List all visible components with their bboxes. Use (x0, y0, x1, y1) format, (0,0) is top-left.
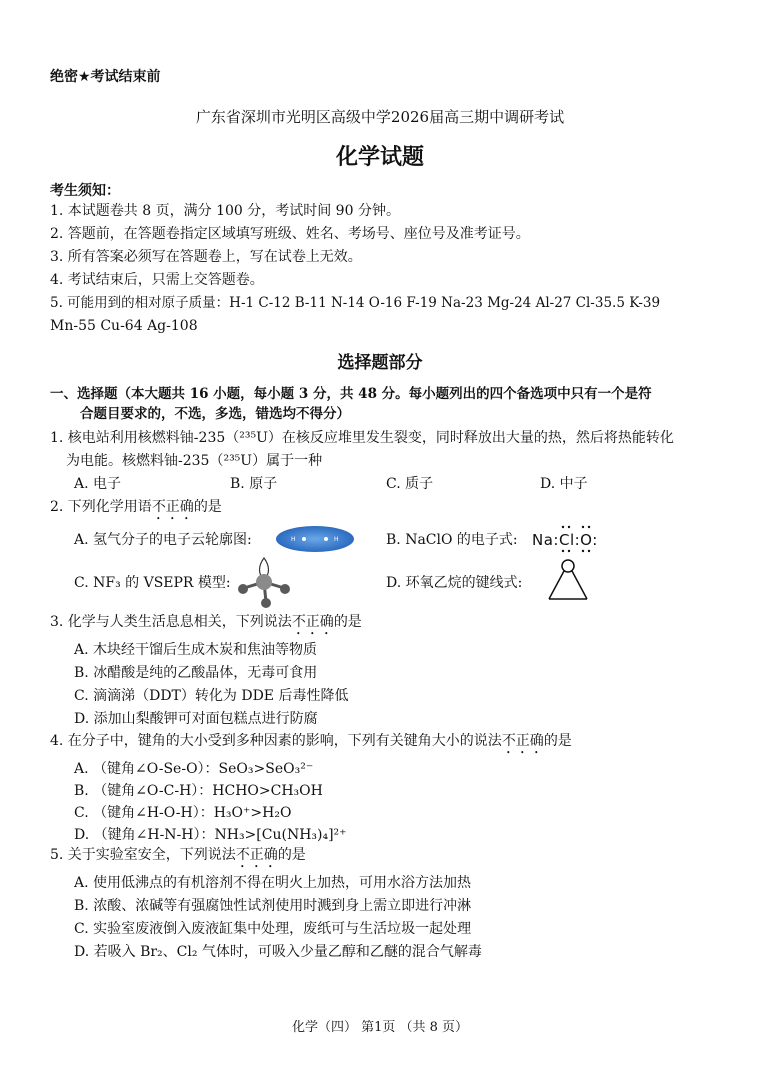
question-4-option-b: B. （键角∠O-C-H）：HCHO>CH₃OH (74, 783, 323, 799)
section-instruction: 一、选择题（本大题共 16 小题，每小题 3 分，共 48 分。每小题列出的四个备选项中只有一个是符 (50, 386, 652, 402)
question-4-option-a: A. （键角∠O-Se-O）：SeO₃>SeO₃²⁻ (74, 761, 314, 777)
question-5-option-b: B. 浓酸、浓碱等有强腐蚀性试剂使用时溅到身上需立即进行冲淋 (74, 898, 472, 914)
question-3-stem-prefix: 3. 化学与人类生活息息相关，下列说法 (50, 614, 292, 630)
question-5-stem (50, 845, 306, 871)
section-title: 选择题部分 (337, 353, 423, 373)
exam-name: 广东省深圳市光明区高级中学2026届高三期中调研考试 (195, 108, 565, 126)
question-1-option-c: C. 质子 (386, 476, 434, 492)
nf3-vsepr-model (234, 554, 294, 610)
question-3-stem-emphasis: 不正确 (291, 614, 334, 630)
question-4-option-c: C. （键角∠H-O-H）：H₃O⁺>H₂O (74, 805, 292, 821)
naclo-electron-formula: Na:Cl:O: (532, 531, 598, 549)
question-3-option-b: B. 冰醋酸是纯的乙酸晶体，无毒可食用 (74, 665, 318, 681)
question-5-option-a: A. 使用低沸点的有机溶剂不得在明火上加热，可用水浴方法加热 (74, 875, 472, 891)
confidential-label: 绝密★考试结束前 (50, 69, 161, 85)
question-5-option-c: C. 实验室废液倒入废液缸集中处理，废纸可与生活垃圾一起处理 (74, 921, 472, 937)
question-1-option-a: A. 电子 (74, 476, 122, 492)
question-4-stem-suffix: 的是 (543, 733, 572, 749)
question-1-stem: 为电能。核燃料铀-235（²³⁵U）属于一种 (66, 453, 323, 469)
notice-item: 1. 本试题卷共 8 页，满分 100 分，考试时间 90 分钟。 (50, 203, 400, 219)
question-2-stem-suffix: 的是 (193, 499, 222, 515)
question-3-stem (50, 612, 362, 638)
question-5-stem-emphasis: 不正确 (235, 847, 278, 863)
question-4-option-d: D. （键角∠H-N-H）：NH₃>[Cu(NH₃)₄]²⁺ (74, 827, 347, 843)
question-1-option-d: D. 中子 (540, 476, 588, 492)
notice-item: 4. 考试结束后，只需上交答题卷。 (50, 272, 264, 288)
hydrogen-orbital-diagram (274, 524, 356, 554)
question-2-option-c: C. NF₃ 的 VSEPR 模型: (74, 575, 231, 591)
question-5-stem-suffix: 的是 (277, 847, 306, 863)
question-3-option-c: C. 滴滴涕（DDT）转化为 DDE 后毒性降低 (74, 688, 349, 704)
lone-pair-dots (548, 524, 600, 554)
section-instruction: 合题目要求的，不选，多选，错选均不得分） (80, 406, 350, 422)
question-2-option-a: A. 氢气分子的电子云轮廓图: (74, 532, 252, 548)
question-5-stem-prefix: 5. 关于实验室安全，下列说法 (50, 847, 236, 863)
page-footer: 化学（四） 第1页 （共 8 页） (291, 1020, 469, 1035)
page-title: 化学试题 (335, 145, 424, 170)
question-5-option-d: D. 若吸入 Br₂、Cl₂ 气体时，可吸入少量乙醇和乙醚的混合气解毒 (74, 944, 482, 960)
question-2-option-b: B. NaClO 的电子式: (386, 532, 518, 548)
question-3-option-a: A. 木块经干馏后生成木炭和焦油等物质 (74, 642, 318, 658)
notice-item: 3. 所有答案必须写在答题卷上，写在试卷上无效。 (50, 249, 362, 265)
notice-heading: 考生须知： (50, 183, 120, 199)
question-2-stem-prefix: 2. 下列化学用语 (50, 499, 152, 515)
question-2-option-d: D. 环氧乙烷的键线式: (386, 575, 523, 591)
question-1-option-b: B. 原子 (230, 476, 278, 492)
notice-item: Mn-55 Cu-64 Ag-108 (50, 318, 198, 334)
notice-item: 2. 答题前，在答题卷指定区域填写班级、姓名、考场号、座位号及准考证号。 (50, 226, 530, 242)
question-4-stem-prefix: 4. 在分子中，键角的大小受到多种因素的影响，下列有关键角大小的说法 (50, 733, 502, 749)
question-3-option-d: D. 添加山梨酸钾可对面包糕点进行防腐 (74, 711, 318, 727)
question-2-stem (50, 497, 222, 523)
question-2-stem-emphasis: 不正确 (151, 499, 194, 515)
question-3-stem-suffix: 的是 (333, 614, 362, 630)
orbital-label: H (334, 536, 339, 543)
notice-item: 5. 可能用到的相对原子质量：H-1 C-12 B-11 N-14 O-16 F-19 Na-23 Mg-24 Al-27 Cl-35.5 K-39 (50, 295, 661, 311)
ethylene-oxide-skeletal-formula (546, 557, 590, 603)
question-1-stem: 1. 核电站利用核燃料铀-235（²³⁵U）在核反应堆里发生裂变，同时释放出大量的热，然后将热能转化 (50, 430, 674, 446)
question-4-stem-emphasis: 不正确 (501, 733, 544, 749)
orbital-label: H (291, 536, 296, 543)
question-4-stem (50, 731, 572, 757)
